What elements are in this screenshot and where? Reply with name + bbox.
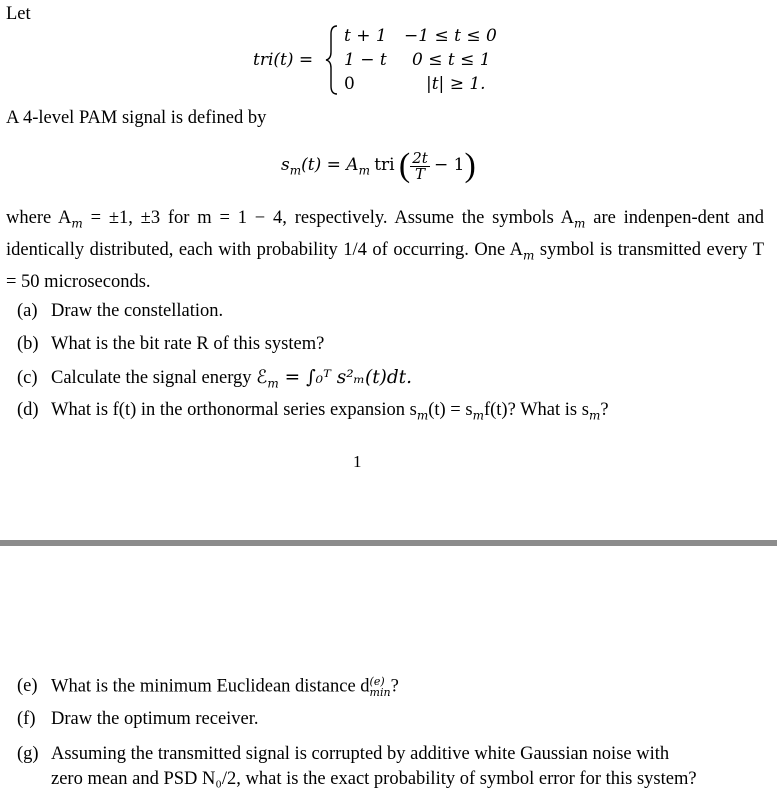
description-paragraph: where $A_m = \pm 1$, ±3 for m = 1 − 4, respectively. Assume the symbols $A_m$ are indenpen-dent and identically distributed, each with probability 1/4 of occurring. One $A_m$ symbol is transmitted every T = 50 microseconds. [6, 208, 765, 293]
question-e: (e) What is the minimum Euclidean distance d (e) min ? [17, 675, 399, 699]
page-number: 1 [353, 452, 362, 471]
question-b: (b) What is the bit rate R of this system? [17, 334, 325, 354]
eq-s: s [281, 154, 290, 175]
close-paren-icon: ) [464, 147, 476, 184]
case-3-expr: 0 [344, 74, 355, 94]
eq-tri: tri [374, 154, 395, 175]
page-divider [0, 540, 777, 546]
question-d: (d) What is f(t) in the orthonormal series expansion $s_m(t) = s_mf(t)$? What is $s_m$? [17, 400, 609, 423]
question-f: (f) Draw the optimum receiver. [17, 709, 259, 729]
case-1-cond: −1 ≤ t ≤ 0 [404, 26, 497, 46]
tri-lhs: tri(t) = [253, 50, 314, 70]
eq-frac-den: T [414, 164, 425, 183]
pam-intro: A 4-level PAM signal is defined by [6, 108, 267, 128]
case-2-cond: 0 ≤ t ≤ 1 [412, 50, 491, 70]
eq-lhs-rest: (t) = A [301, 154, 359, 175]
case-1-expr: t + 1 [344, 26, 387, 46]
question-g: (g) Assuming the transmitted signal is corrupted by additive white Gaussian noise with zero mean and PSD N₀/2, what is the exact probability of symbol error for this system? [17, 744, 697, 789]
eq-s-sub: m [289, 163, 302, 178]
eq-fraction [410, 148, 430, 183]
case-2-expr: 1 − t [344, 50, 387, 70]
question-a: (a) Draw the constellation. [17, 301, 224, 321]
eq-amp-sub: m [358, 163, 370, 178]
intro-text: Let [6, 4, 31, 24]
eq-frac-num: 2t [412, 148, 428, 167]
dmin-scripts: (e) min [369, 675, 391, 699]
signal-equation [281, 147, 476, 185]
eq-tail: − 1 [434, 154, 465, 175]
left-brace-icon [325, 24, 339, 96]
case-3-cond: |t| ≥ 1. [426, 74, 486, 94]
question-c: (c) Calculate the signal energy ℰ$_m$ = ∫₀ᵀ s²ₘ(t)dt. [17, 367, 412, 391]
open-paren-icon: ( [398, 147, 411, 184]
